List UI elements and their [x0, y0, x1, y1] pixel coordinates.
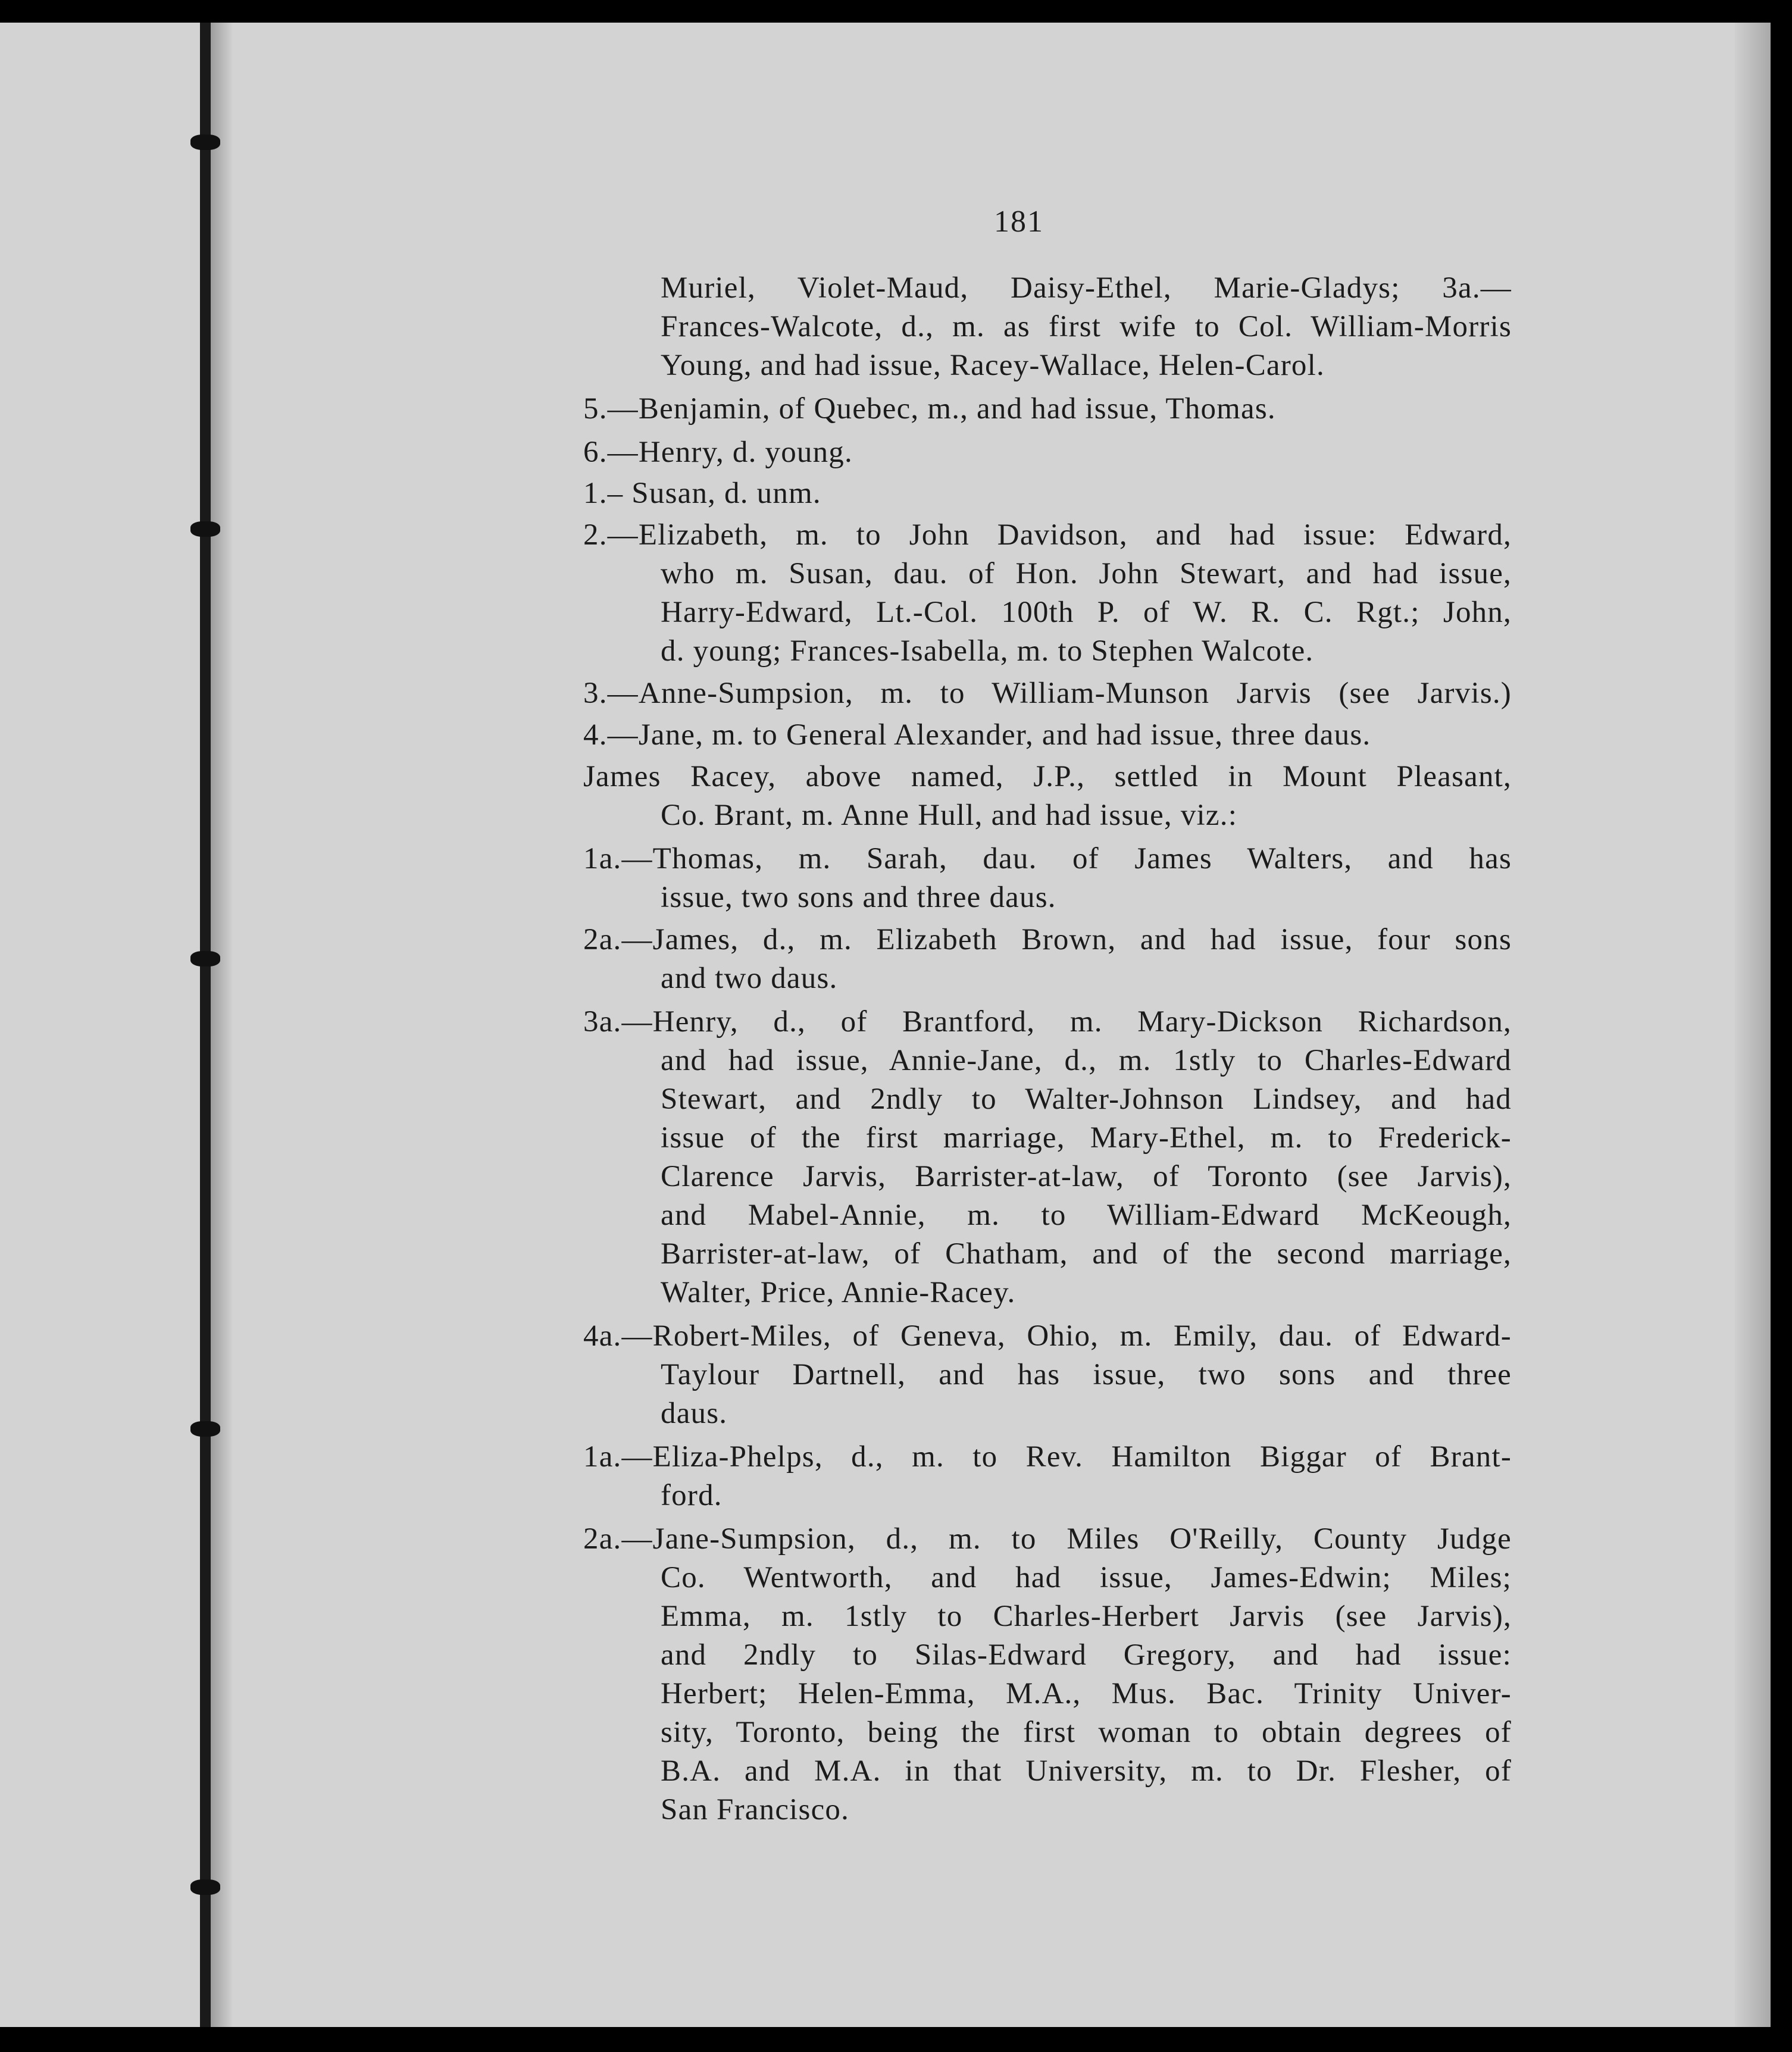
text-line: 3.—Anne-Sumpsion, m. to William-Munson Jarvis (see Jarvis.): [583, 677, 1512, 710]
text-line: 5.—Benjamin, of Quebec, m., and had issue, Thomas.: [583, 392, 1276, 426]
text-line: Emma, m. 1stly to Charles-Herbert Jarvis (see Jarvis),: [661, 1600, 1512, 1633]
text-line: 2.—Elizabeth, m. to John Davidson, and had issue: Edward,: [583, 518, 1512, 552]
text-line: Co. Wentworth, and had issue, James-Edwin; Miles;: [661, 1561, 1512, 1594]
text-line: and 2ndly to Silas-Edward Gregory, and had issue:: [661, 1638, 1512, 1672]
text-line: Herbert; Helen-Emma, M.A., Mus. Bac. Trinity Univer-: [661, 1677, 1512, 1710]
gutter-shadow: [209, 23, 233, 2027]
binding-stitch: [190, 1879, 220, 1895]
text-line: ford.: [661, 1479, 723, 1512]
text-line: Stewart, and 2ndly to Walter-Johnson Lindsey, and had: [661, 1083, 1512, 1116]
text-line: Frances-Walcote, d., m. as first wife to Col. William-Morris: [661, 310, 1512, 343]
text-line: Walter, Price, Annie-Racey.: [661, 1276, 1016, 1309]
text-line: 1a.—Eliza-Phelps, d., m. to Rev. Hamilton Biggar of Brant-: [583, 1440, 1512, 1474]
text-line: who m. Susan, dau. of Hon. John Stewart, and had issue,: [661, 557, 1512, 590]
text-line: 6.—Henry, d. young.: [583, 436, 853, 469]
text-line: 3a.—Henry, d., of Brantford, m. Mary-Dickson Richardson,: [583, 1005, 1512, 1038]
binding-stitch: [190, 521, 220, 537]
text-line: B.A. and M.A. in that University, m. to Dr. Flesher, of: [661, 1754, 1512, 1788]
text-line: and two daus.: [661, 962, 838, 995]
text-line: San Francisco.: [661, 1793, 850, 1826]
text-line: Muriel, Violet-Maud, Daisy-Ethel, Marie-Gladys; 3a.—: [661, 271, 1512, 305]
text-line: Clarence Jarvis, Barrister-at-law, of Toronto (see Jarvis),: [661, 1160, 1512, 1193]
text-line: and Mabel-Annie, m. to William-Edward McKeough,: [661, 1199, 1512, 1232]
text-line: d. young; Frances-Isabella, m. to Stephen Walcote.: [661, 634, 1314, 668]
binding-spine: [200, 23, 211, 2027]
binding-stitch: [190, 1421, 220, 1437]
text-line: 4a.—Robert-Miles, of Geneva, Ohio, m. Emily, dau. of Edward-: [583, 1319, 1512, 1353]
text-line: Co. Brant, m. Anne Hull, and had issue, viz.:: [661, 799, 1238, 832]
text-line: Barrister-at-law, of Chatham, and of the second marriage,: [661, 1237, 1512, 1271]
book-page: [0, 23, 1771, 2027]
text-line: Young, and had issue, Racey-Wallace, Helen-Carol.: [661, 349, 1325, 382]
text-line: Harry-Edward, Lt.-Col. 100th P. of W. R. C. Rgt.; John,: [661, 596, 1512, 629]
page-edge: [1735, 23, 1771, 2027]
text-line: 1a.—Thomas, m. Sarah, dau. of James Walters, and has: [583, 842, 1512, 875]
text-line: 4.—Jane, m. to General Alexander, and had issue, three daus.: [583, 718, 1371, 752]
text-line: Taylour Dartnell, and has issue, two sons and three: [661, 1358, 1512, 1391]
page-number: 181: [994, 205, 1044, 239]
text-line: 2a.—Jane-Sumpsion, d., m. to Miles O'Reilly, County Judge: [583, 1522, 1512, 1556]
text-line: James Racey, above named, J.P., settled in Mount Pleasant,: [583, 760, 1512, 793]
text-line: issue of the first marriage, Mary-Ethel, m. to Frederick-: [661, 1121, 1512, 1155]
binding-stitch: [190, 951, 220, 966]
text-line: and had issue, Annie-Jane, d., m. 1stly to Charles-Edward: [661, 1044, 1512, 1077]
binding-stitch: [190, 134, 220, 150]
text-line: 1.– Susan, d. unm.: [583, 477, 821, 510]
text-line: daus.: [661, 1397, 728, 1430]
text-line: issue, two sons and three daus.: [661, 881, 1056, 914]
text-line: sity, Toronto, being the first woman to obtain degrees of: [661, 1716, 1512, 1749]
text-line: 2a.—James, d., m. Elizabeth Brown, and had issue, four sons: [583, 923, 1512, 956]
